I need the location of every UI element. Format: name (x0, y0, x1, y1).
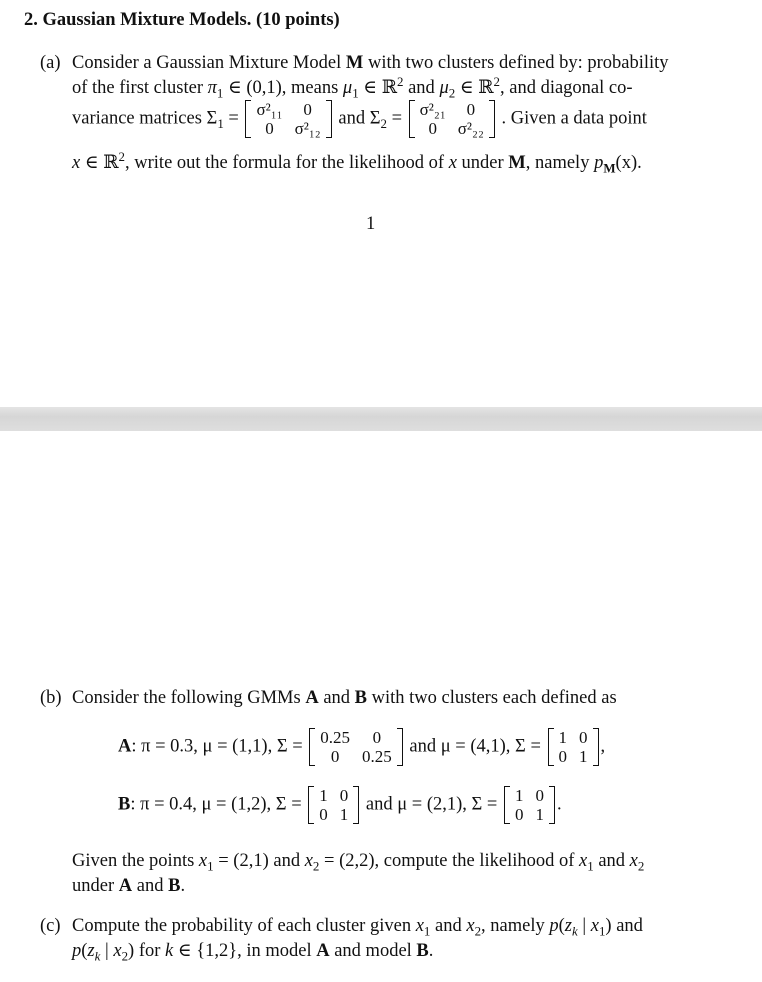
page-break (0, 407, 762, 431)
part-c-label: (c) (40, 916, 61, 936)
problem-title: 2. Gaussian Mixture Models. (10 points) (24, 10, 340, 30)
model-a-sigma-2: 1 0 0 1 (548, 728, 599, 766)
part-c-line-2: $p(z_k$ | $x_2$) for k ∈ {1,2}, in model A and model B. (72, 941, 434, 964)
model-b-definition: B: π = 0.4, μ = (1,2), Σ = 1 0 0 1 and μ = (2,1), Σ = 1 0 0 1 . (118, 786, 562, 824)
part-a-line-3: variance matrices $\Sigma_1$ = σ²₁₁ 0 0 σ²₁₂ and $\Sigma_2$ = σ²₂₁ 0 0 σ²₂₂ . Given a data point (72, 100, 647, 138)
part-c-line-1: Compute the probability of each cluster given $x_1$ and $x_2$, namely $p(z_k$ | $x_1$) and (72, 916, 643, 939)
page-number: 1 (366, 214, 376, 234)
part-a-line-2: of the first cluster $\pi_1$ ∈ (0,1), means $\mu_1$ ∈ ℝ$^2$ and $\mu_2$ ∈ ℝ$^2$, and diagonal co- (72, 73, 633, 101)
part-b-given-line-1: Given the points $x_1 = (2,1)$ and $x_2 = (2,2)$, compute the likelihood of $x_1$ and $x_2$ (72, 851, 645, 874)
part-b-label: (b) (40, 688, 62, 708)
part-b-intro: Consider the following GMMs A and B with two clusters each defined as (72, 688, 617, 708)
model-a-definition: A: π = 0.3, μ = (1,1), Σ = 0.25 0 0 0.25 and μ = (4,1), Σ = 1 0 0 1 , (118, 728, 606, 766)
model-b-sigma-2: 1 0 0 1 (504, 786, 555, 824)
model-a-sigma-1: 0.25 0 0 0.25 (309, 728, 403, 766)
part-b-given-line-2: under A and B. (72, 876, 186, 896)
model-b-sigma-1: 1 0 0 1 (308, 786, 359, 824)
part-a-line-4: x ∈ ℝ$^2$, write out the formula for the likelihood of x under M, namely $p_M(x)$. (72, 148, 642, 176)
sigma-1-matrix: σ²₁₁ 0 0 σ²₁₂ (245, 100, 331, 138)
part-a-label: (a) (40, 53, 61, 73)
part-a-line-1: Consider a Gaussian Mixture Model M with two clusters defined by: probability (72, 53, 669, 73)
sigma-2-matrix: σ²₂₁ 0 0 σ²₂₂ (409, 100, 495, 138)
